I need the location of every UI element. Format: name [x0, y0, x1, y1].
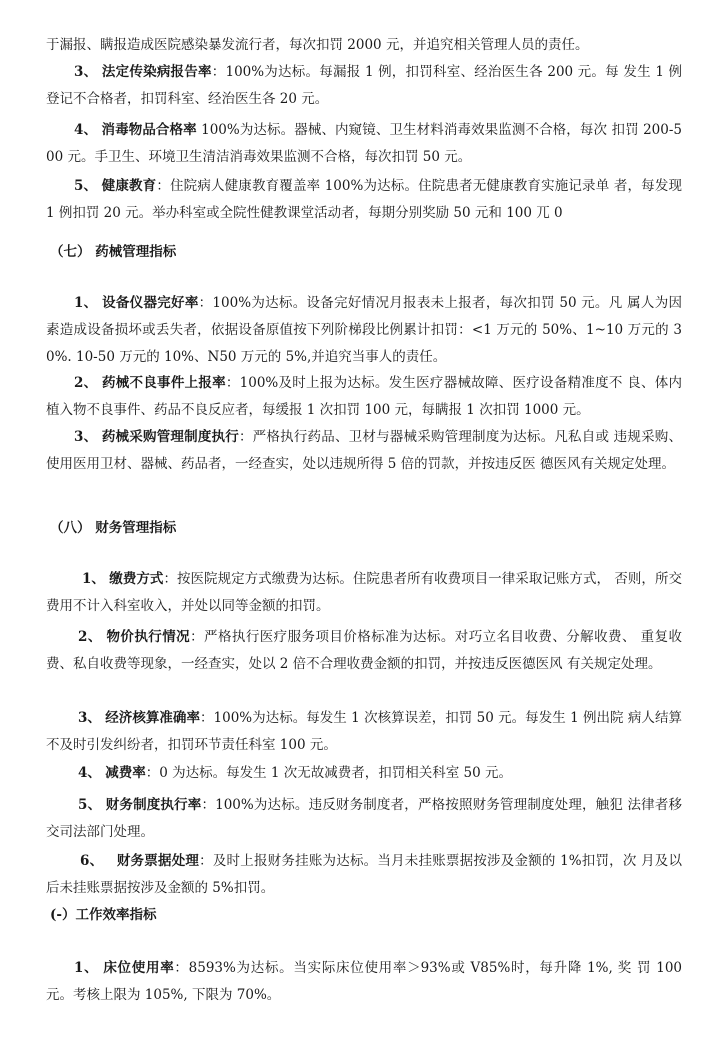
section-heading-work-efficiency: (-）工作效率指标: [50, 907, 157, 923]
paragraph-continuation: [46, 32, 682, 59]
paragraph-accounting-accuracy: [46, 705, 682, 759]
paragraph-financial-system: [46, 792, 682, 846]
item-title: 财务票据处理: [116, 853, 200, 869]
item-title: 法定传染病报告率: [101, 64, 212, 80]
item-title: 财务制度执行率: [105, 797, 202, 813]
item-number: 4、: [78, 765, 101, 781]
item-title: 药械采购管理制度执行: [101, 429, 239, 445]
item-number: 1、: [74, 295, 98, 311]
paragraph-body: 100%为达标。器械、内窥镜、卫生材料消毒效果监测不合格，每次 扣罚 200-500 元。手卫生、环境卫生清洁消毒效果监测不合格，每次扣罚 50 元。: [46, 122, 683, 165]
paragraph-bed-usage-rate: [46, 955, 682, 1009]
paragraph-body: ：严格执行药品、卫材与器械采购管理制度为达标。凡私自或 违规采购、使用医用卫材、器械、药品者，一经查实，处以违规所得 5 倍的罚款，并按违反医 德医风有关规定处理。: [46, 429, 683, 472]
item-number: 1、: [82, 571, 105, 587]
paragraph-body: ：严格执行医疗服务项目价格标准为达标。对巧立名目收费、分解收费、 重复收费、私自收费等现象，一经查实，处以 2 倍不合理收费金额的扣罚，并按违反医德医风 有关规定处理。: [46, 629, 682, 672]
item-number: 5、: [74, 178, 98, 194]
item-number: 6、: [80, 853, 104, 869]
item-number: 3、: [74, 64, 98, 80]
item-title: 消毒物品合格率: [101, 122, 197, 138]
paragraph-bill-processing: [46, 848, 682, 902]
item-number: 5、: [78, 797, 102, 813]
paragraph-body: ：及时上报财务挂账为达标。当月未挂账票据按涉及金额的 1%扣罚，次 月及以后未挂账票据按涉及金额的 5%扣罚。: [46, 853, 683, 896]
paragraph-body: ：100%为达标。每发生 1 次核算误差，扣罚 50 元。每发生 1 例出院 病人结算不及时引发纠纷者，扣罚环节责任科室 100 元。: [46, 710, 682, 753]
paragraph-price-execution: [46, 624, 682, 678]
paragraph-body: ：0 为达标。每发生 1 次无故减费者，扣罚相关科室 50 元。: [145, 765, 513, 781]
item-title: 健康教育: [101, 178, 157, 194]
paragraph-body: ：100%为达标。违反财务制度者，严格按照财务管理制度处理，触犯 法律者移交司法部门处理。: [46, 797, 683, 840]
item-title: 物价执行情况: [106, 629, 191, 645]
paragraph-health-education: [46, 173, 682, 227]
paragraph-body: 于漏报、瞒报造成医院感染暴发流行者，每次扣罚 2000 元，并追究相关管理人员的责任。: [46, 37, 589, 53]
section-heading-drug-equipment: （七） 药械管理指标: [50, 244, 177, 260]
item-number: 2、: [78, 629, 102, 645]
item-number: 4、: [74, 122, 98, 138]
paragraph-body: ：100%为达标。每漏报 1 例，扣罚科室、经治医生各 200 元。每 发生 1 例登记不合格者，扣罚科室、经治医生各 20 元。: [46, 64, 682, 107]
paragraph-procurement-policy: [46, 424, 682, 478]
section-heading-finance: （八） 财务管理指标: [50, 520, 177, 536]
item-title: 减费率: [105, 765, 146, 781]
paragraph-body: ：100%及时上报为达标。发生医疗器械故障、医疗设备精准度不 良、体内植入物不良事件、药品不良反应者，每缓报 1 次扣罚 100 元，每瞒报 1 次扣罚 1000 元。: [46, 375, 682, 418]
item-title: 缴费方式: [109, 571, 164, 587]
paragraph-infectious-disease-report: [46, 59, 682, 113]
paragraph-equipment-integrity: [46, 290, 682, 371]
item-title: 设备仪器完好率: [102, 295, 199, 311]
paragraph-body: ：住院病人健康教育覆盖率 100%为达标。住院患者无健康教育实施记录单 者，每发现 1 例扣罚 20 元。举办科室或全院性健教课堂活动者，每期分别奖励 50 元和 100 兀 0: [46, 178, 682, 221]
item-title: 床位使用率: [103, 960, 175, 976]
paragraph-body: ：按医院规定方式缴费为达标。住院患者所有收费项目一律采取记账方式， 否则，所交费用不计入科室收入，并处以同等金额的扣罚。: [46, 571, 682, 614]
item-number: 3、: [74, 429, 98, 445]
paragraph-disinfection-rate: [46, 117, 682, 171]
item-number: 3、: [78, 710, 101, 726]
item-title: 经济核算准确率: [105, 710, 200, 726]
paragraph-fee-reduction: [46, 760, 682, 787]
paragraph-payment-method: [46, 566, 682, 620]
paragraph-adverse-event-report: [46, 370, 682, 424]
paragraph-body: ：100%为达标。设备完好情况月报表未上报者，每次扣罚 50 元。凡 属人为因素造成设备损坏或丢失者，依据设备原值按下列阶梯段比例累计扣罚：<1 万元的 50%、1~10 万元的 30%. 10-50 万元的 10%、N50 万元的 5%,并追究当事人的责任。: [46, 295, 682, 365]
paragraph-body: ：8593%为达标。当实际床位使用率＞93%或 V85%时，每升降 1%, 奖 罚 100 元。考核上限为 105%, 下限为 70%。: [46, 960, 682, 1003]
item-number: 2、: [74, 375, 98, 391]
item-title: 药械不良事件上报率: [102, 375, 226, 391]
item-number: 1、: [74, 960, 99, 976]
